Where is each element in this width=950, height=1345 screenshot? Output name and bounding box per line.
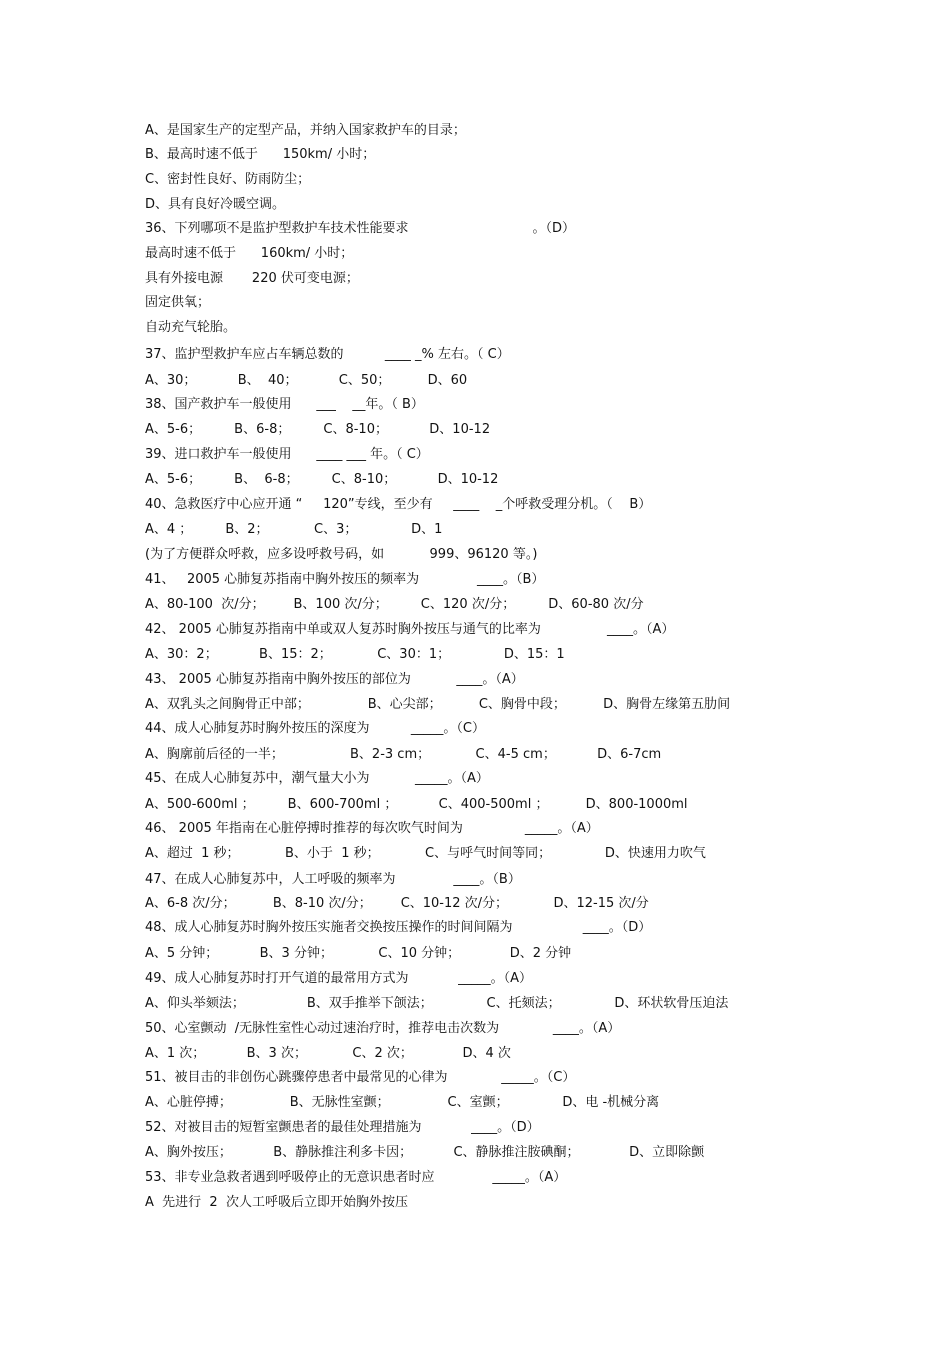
question-43: 43、 2005 心肺复苏指南中胸外按压的部位为 ____。（A） [145, 672, 524, 687]
options-47: A、6-8 次/分； B、8-10 次/分； C、10-12 次/分； D、12-15 次/分 [145, 896, 649, 911]
question-40: 40、急救医疗中心应开通 “ 120”专线，至少有 ____ _个呼救受理分机。（ B） [145, 497, 652, 512]
question-47: 47、在成人心肺复苏中，人工呼吸的频率为 ____。（B） [145, 872, 521, 887]
question-36: 36、下列哪项不是监护型救护车技术性能要求 。（D） [145, 221, 576, 236]
text-line: A、是国家生产的定型产品，并纳入国家救护车的目录； [145, 123, 466, 138]
note-40: (为了方便群众呼救，应多设呼救号码，如 999、96120 等。) [145, 547, 538, 562]
text-line: 自动充气轮胎。 [145, 320, 237, 335]
options-44: A、胸廓前后径的一半； B、2-3 cm； C、4-5 cm； D、6-7cm [145, 747, 662, 762]
text-line: C、密封性良好、防雨防尘； [145, 172, 311, 187]
question-37: 37、监护型救护车应占车辆总数的 ____ _% 左右。（ C） [145, 347, 510, 362]
text-line: 固定供氧； [145, 295, 211, 310]
text-line: 最高时速不低于 160km/ 小时； [145, 246, 354, 261]
options-52: A、胸外按压； B、静脉推注利多卡因； C、静脉推注胺碘酮； D、立即除颤 [145, 1145, 705, 1160]
question-48: 48、成人心肺复苏时胸外按压实施者交换按压操作的时间间隔为 ____。（D） [145, 920, 652, 935]
question-41: 41、 2005 心肺复苏指南中胸外按压的频率为 ____。（B） [145, 572, 545, 587]
question-42: 42、 2005 心肺复苏指南中单或双人复苏时胸外按压与通气的比率为 ____。（A） [145, 622, 675, 637]
options-46: A、超过 1 秒； B、小于 1 秒； C、与呼气时间等同； D、快速用力吹气 [145, 846, 706, 861]
question-53: 53、非专业急救者遇到呼吸停止的无意识患者时应 _____。（A） [145, 1170, 567, 1185]
question-38: 38、国产救护车一般使用 ___ __年。（ B） [145, 397, 424, 412]
question-52: 52、对被目击的短暂室颤患者的最佳处理措施为 ____。（D） [145, 1120, 540, 1135]
options-42: A、30：2； B、15：2； C、30：1； D、15：1 [145, 647, 565, 662]
options-53: A 先进行 2 次人工呼吸后立即开始胸外按压 [145, 1195, 408, 1210]
question-46: 46、 2005 年指南在心脏停搏时推荐的每次吹气时间为 _____。（A） [145, 821, 599, 836]
options-39: A、5-6； B、 6-8； C、8-10； D、10-12 [145, 472, 499, 487]
options-51: A、心脏停搏； B、无脉性室颤； C、室颤； D、电 -机械分离 [145, 1095, 660, 1110]
options-45: A、500-600ml ； B、600-700ml ； C、400-500ml ； D、800-1000ml [145, 797, 688, 812]
options-37: A、30； B、 40； C、50； D、60 [145, 373, 468, 388]
question-49: 49、成人心肺复苏时打开气道的最常用方式为 _____。（A） [145, 971, 533, 986]
options-49: A、仰头举颏法； B、双手推举下颌法； C、托颏法； D、环状软骨压迫法 [145, 996, 729, 1011]
question-44: 44、成人心肺复苏时胸外按压的深度为 _____。（C） [145, 721, 485, 736]
options-41: A、80-100 次/分； B、100 次/分； C、120 次/分； D、60-80 次/分 [145, 597, 644, 612]
options-40: A、4 ； B、2； C、3； D、1 [145, 522, 443, 537]
options-48: A、5 分钟； B、3 分钟； C、10 分钟； D、2 分钟 [145, 946, 572, 961]
question-39: 39、进口救护车一般使用 ____ ___ 年。（ C） [145, 447, 429, 462]
question-45: 45、在成人心肺复苏中，潮气量大小为 _____。（A） [145, 771, 489, 786]
text-line: D、具有良好冷暖空调。 [145, 197, 286, 212]
options-38: A、5-6； B、6-8； C、8-10； D、10-12 [145, 422, 491, 437]
question-50: 50、心室颤动 /无脉性室性心动过速治疗时，推荐电击次数为 ____。（A） [145, 1021, 621, 1036]
options-50: A、1 次； B、3 次； C、2 次； D、4 次 [145, 1046, 511, 1061]
text-line: B、最高时速不低于 150km/ 小时； [145, 147, 376, 162]
text-line: 具有外接电源 220 伏可变电源； [145, 271, 359, 286]
question-51: 51、被目击的非创伤心跳骤停患者中最常见的心律为 _____。（C） [145, 1070, 576, 1085]
options-43: A、双乳头之间胸骨正中部； B、心尖部； C、胸骨中段； D、胸骨左缘第五肋间 [145, 697, 731, 712]
